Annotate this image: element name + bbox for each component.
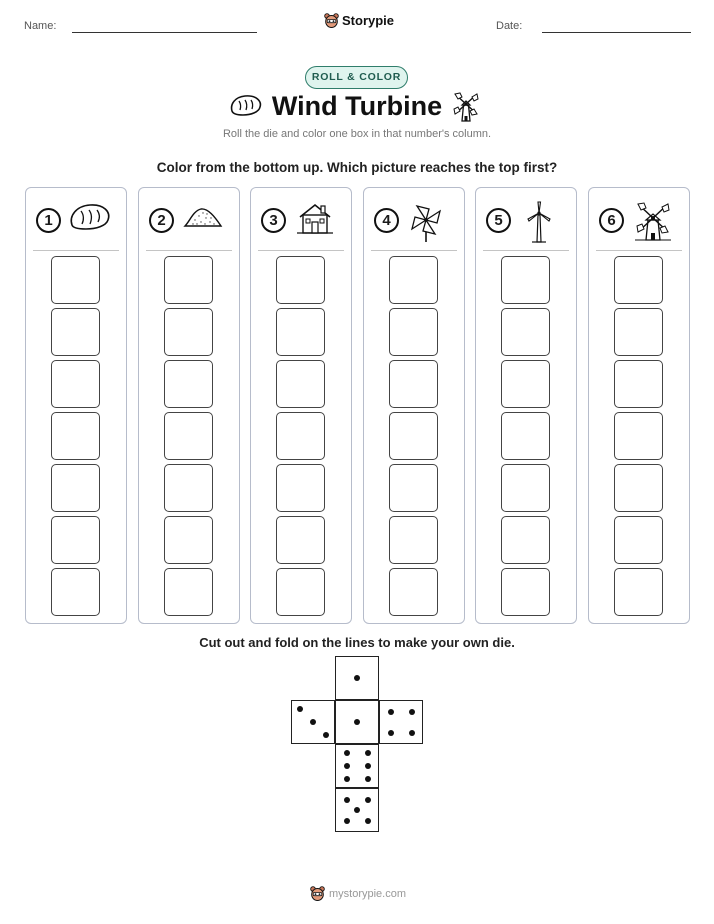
instruction-text: Color from the bottom up. Which picture reaches the top first?: [156, 160, 558, 175]
color-box[interactable]: [614, 464, 663, 512]
storypie-mascot-icon: [310, 885, 325, 902]
color-box[interactable]: [614, 412, 663, 460]
color-box[interactable]: [389, 568, 438, 616]
column-number: 2: [149, 208, 174, 233]
brand-name: Storypie: [342, 13, 395, 28]
color-box[interactable]: [51, 412, 100, 460]
subtitle: Roll the die and color one box in that number's column.: [222, 128, 492, 140]
color-box[interactable]: [614, 308, 663, 356]
color-box[interactable]: [51, 360, 100, 408]
column-number: 5: [486, 208, 511, 233]
column-6: [588, 187, 690, 624]
column-number: 4: [374, 208, 399, 233]
die-pip: [344, 818, 350, 824]
column-3: [250, 187, 352, 624]
column-divider: [596, 250, 682, 251]
color-box[interactable]: [614, 516, 663, 564]
color-box[interactable]: [389, 308, 438, 356]
color-box[interactable]: [276, 412, 325, 460]
die-pip: [354, 675, 360, 681]
die-pip: [323, 732, 329, 738]
die-pip: [365, 797, 371, 803]
color-box[interactable]: [164, 568, 213, 616]
bread-icon: [68, 200, 112, 234]
color-box[interactable]: [164, 464, 213, 512]
page-title: Wind Turbine: [271, 91, 443, 121]
color-box[interactable]: [501, 412, 550, 460]
date-line[interactable]: [542, 32, 691, 33]
color-box[interactable]: [389, 256, 438, 304]
wind-turbine-icon: [518, 200, 562, 244]
die-pip: [388, 730, 394, 736]
color-box[interactable]: [51, 464, 100, 512]
color-box[interactable]: [614, 360, 663, 408]
color-box[interactable]: [164, 360, 213, 408]
color-box[interactable]: [501, 464, 550, 512]
color-box[interactable]: [276, 308, 325, 356]
die-pip: [310, 719, 316, 725]
color-box[interactable]: [164, 308, 213, 356]
die-instructions: Cut out and fold on the lines to make your own die.: [199, 635, 515, 650]
color-box[interactable]: [389, 360, 438, 408]
house-icon: [293, 200, 337, 236]
footer-url[interactable]: mystorypie.com: [329, 887, 407, 900]
die-face-1: [335, 700, 379, 744]
color-box[interactable]: [501, 568, 550, 616]
color-box[interactable]: [51, 308, 100, 356]
color-box[interactable]: [389, 516, 438, 564]
pinwheel-icon: [406, 200, 450, 244]
die-pip: [344, 763, 350, 769]
die-pip: [365, 818, 371, 824]
die-pip: [365, 776, 371, 782]
die-pip: [344, 797, 350, 803]
color-box[interactable]: [276, 568, 325, 616]
windmill-icon: [631, 200, 675, 242]
color-box[interactable]: [614, 568, 663, 616]
color-box[interactable]: [164, 412, 213, 460]
color-box[interactable]: [501, 516, 550, 564]
column-divider: [146, 250, 232, 251]
column-number: 6: [599, 208, 624, 233]
color-box[interactable]: [276, 516, 325, 564]
die-face-1: [335, 656, 379, 700]
color-box[interactable]: [276, 360, 325, 408]
color-box[interactable]: [164, 516, 213, 564]
brand-logo: [324, 12, 394, 29]
color-box[interactable]: [501, 308, 550, 356]
die-pip: [354, 807, 360, 813]
column-number: 1: [36, 208, 61, 233]
sand-pile-icon: [181, 200, 225, 234]
column-5: [475, 187, 577, 624]
name-label: Name:: [24, 20, 57, 32]
storypie-mascot-icon: [324, 12, 339, 29]
color-box[interactable]: [389, 464, 438, 512]
die-pip: [297, 706, 303, 712]
die-pip: [388, 709, 394, 715]
die-pip: [365, 750, 371, 756]
die-pip: [344, 776, 350, 782]
activity-badge: ROLL & COLOR: [305, 66, 408, 89]
die-pip: [409, 709, 415, 715]
color-box[interactable]: [276, 464, 325, 512]
color-box[interactable]: [501, 360, 550, 408]
column-2: [138, 187, 240, 624]
die-face-6: [335, 744, 379, 788]
column-number: 3: [261, 208, 286, 233]
die-pip: [354, 719, 360, 725]
column-divider: [33, 250, 119, 251]
die-pip: [365, 763, 371, 769]
column-divider: [483, 250, 569, 251]
die-face-5: [335, 788, 379, 832]
color-box[interactable]: [164, 256, 213, 304]
die-pip: [344, 750, 350, 756]
column-1: [25, 187, 127, 624]
column-4: [363, 187, 465, 624]
column-divider: [258, 250, 344, 251]
footer: [310, 885, 406, 902]
color-box[interactable]: [51, 256, 100, 304]
color-box[interactable]: [614, 256, 663, 304]
color-box[interactable]: [389, 412, 438, 460]
color-box[interactable]: [51, 568, 100, 616]
die-pip: [409, 730, 415, 736]
column-divider: [371, 250, 457, 251]
die-face-3: [291, 700, 335, 744]
windmill-icon: [451, 90, 481, 122]
color-box[interactable]: [51, 516, 100, 564]
die-face-4: [379, 700, 423, 744]
color-box[interactable]: [276, 256, 325, 304]
date-label: Date:: [496, 20, 523, 32]
color-box[interactable]: [501, 256, 550, 304]
name-line[interactable]: [72, 32, 257, 33]
